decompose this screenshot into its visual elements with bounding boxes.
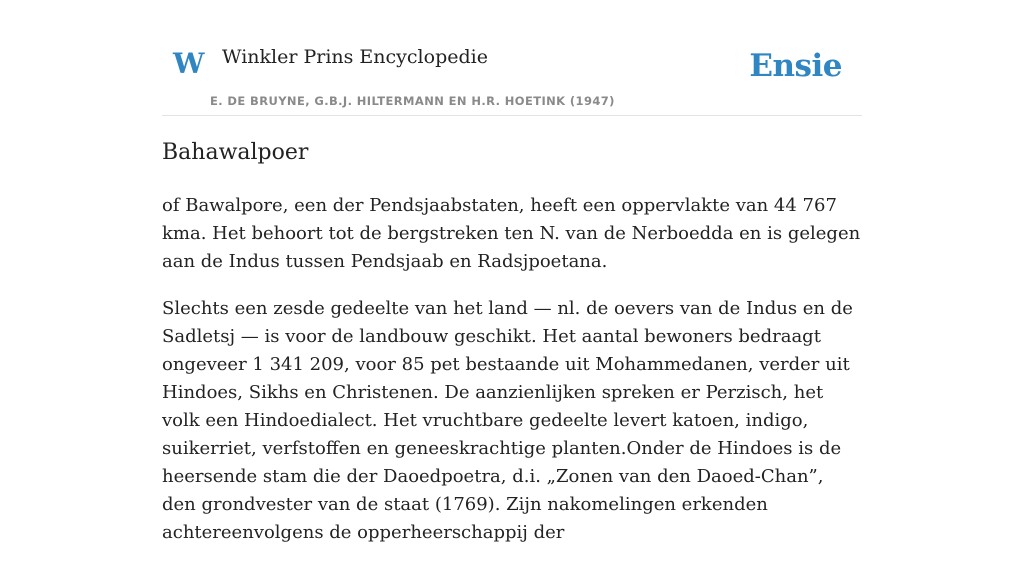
- article-title: Bahawalpoer: [162, 140, 309, 165]
- brand-logo[interactable]: Ensie: [749, 48, 842, 84]
- article-body: [162, 192, 862, 566]
- site-header: [162, 0, 862, 116]
- paragraph: of Bawalpore, een der Pendsjaabstaten, heeft een oppervlakte van 44 767 kma. Het behoort tot de bergstreken ten N. van de Nerboedda en is gelegen aan de Indus tussen Pendsjaab en Radsjpoetana.: [162, 195, 861, 272]
- site-title[interactable]: Winkler Prins Encyclopedie: [222, 46, 488, 68]
- logo-icon[interactable]: W: [173, 47, 205, 80]
- paragraph: Slechts een zesde gedeelte van het land — nl. de oevers van de Indus en de Sadletsj — is voor de landbouw geschikt. Het aantal bewoners bedraagt ongeveer 1 341 209, voor 85 pet bestaande uit Mohammedanen, verder uit Hindoes, Sikhs en Christenen. De aanzienlijken spreken er Perzisch, het volk een Hindoedialect. Het vruchtbare gedeelte levert katoen, indigo, suikerriet, verfstoffen en geneeskrachtige planten.Onder de Hindoes is de heersende stam die der Daoedpoetra, d.i. „Zonen van den Daoed-Chan”, den grondvester van de staat (1769). Zijn nakomelingen erkenden achtereenvolgens de opperheerschappij der: [162, 298, 853, 543]
- byline: E. DE BRUYNE, G.B.J. HILTERMANN EN H.R. HOETINK (1947): [210, 94, 615, 108]
